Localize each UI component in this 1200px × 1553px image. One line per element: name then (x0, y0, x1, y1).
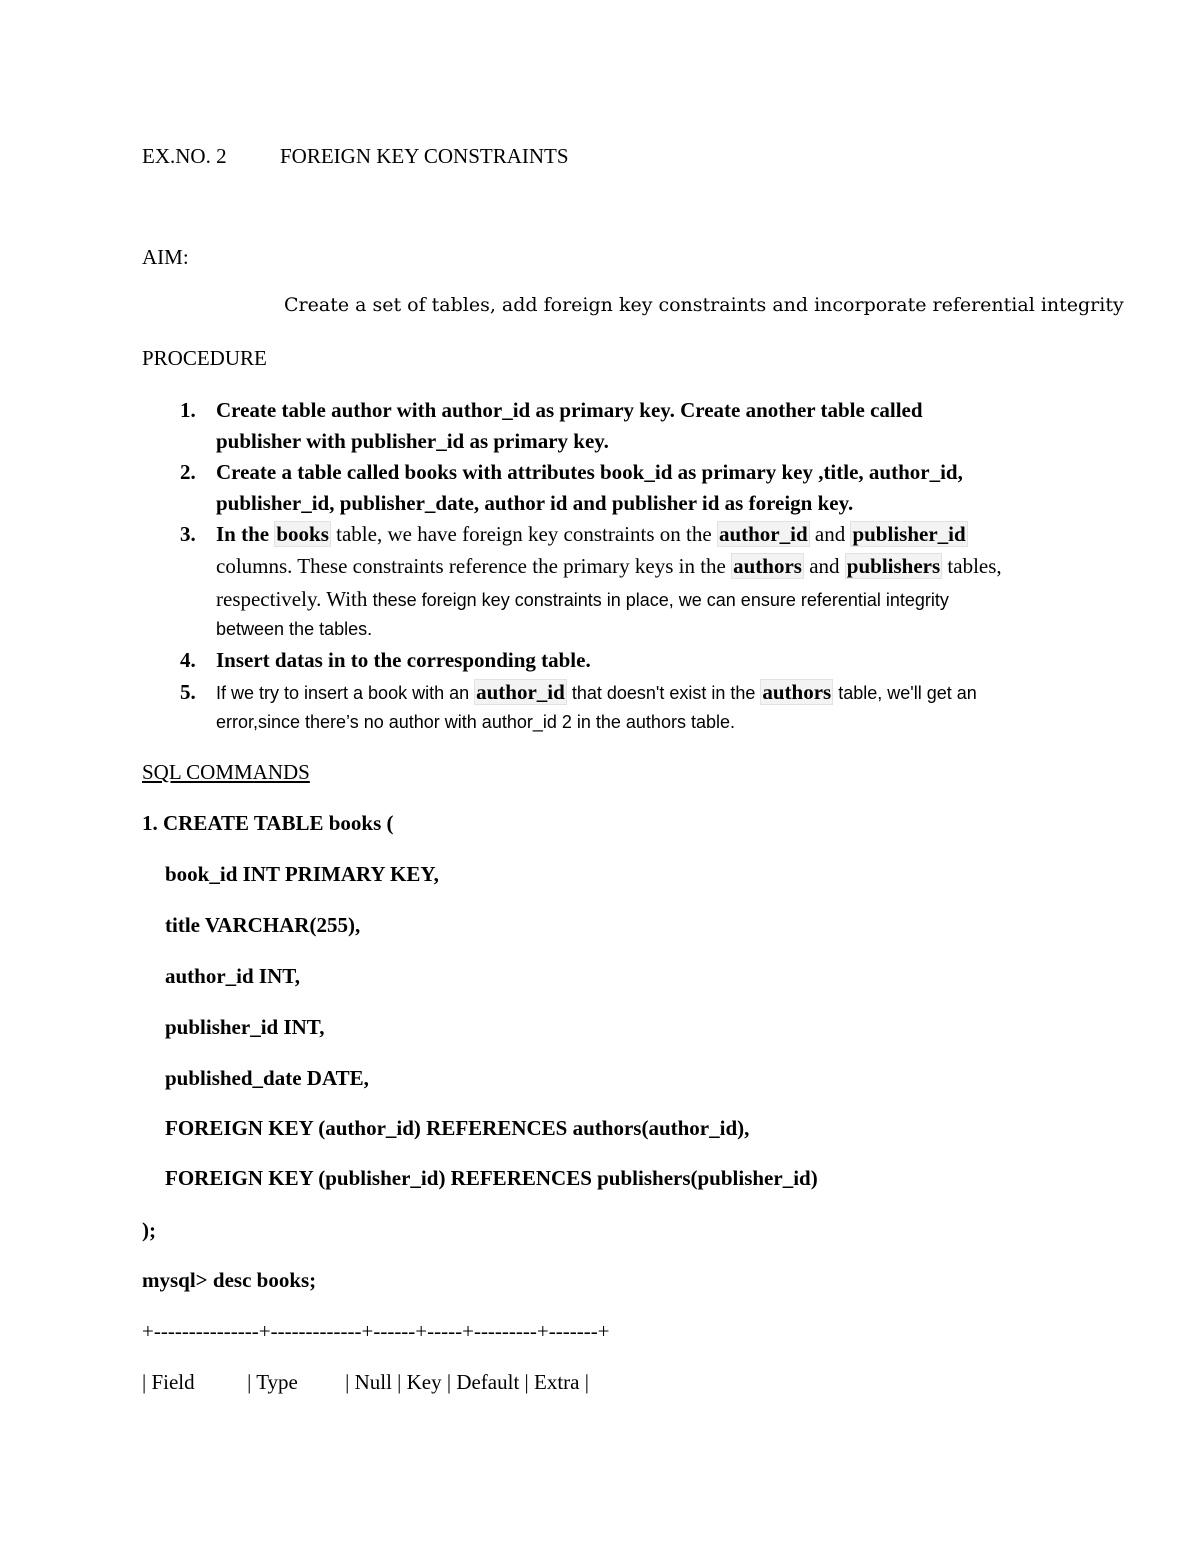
sql-line: published_date DATE, (165, 1066, 369, 1090)
item-3-text: and (803, 554, 845, 578)
sql-line: FOREIGN KEY (author_id) REFERENCES authors(author_id), (165, 1116, 750, 1140)
list-number: 3. (180, 522, 196, 546)
sql-commands-heading: SQL COMMANDS (142, 760, 310, 784)
list-item-1-line-2: publisher with publisher_id as primary key. (216, 429, 609, 453)
procedure-label: PROCEDURE (142, 346, 267, 370)
list-number: 1. (180, 398, 196, 422)
list-number: 5. (180, 680, 196, 704)
sql-line: author_id INT, (165, 964, 300, 988)
list-item-3-line-4: between the tables. (216, 619, 373, 639)
list-item-1-line-1: Create table author with author_id as primary key. Create another table called (216, 398, 923, 422)
sql-line: mysql> desc books; (142, 1268, 317, 1292)
item-3-text: and (809, 522, 851, 546)
aim-label: AIM: (142, 245, 189, 269)
list-number: 4. (180, 648, 196, 672)
list-item-3-line-2 (216, 554, 1002, 579)
sql-line: 1. CREATE TABLE books ( (142, 811, 394, 835)
item-5-text: If we try to insert a book with an (216, 683, 475, 703)
keyword-publisher-id: publisher_id (852, 522, 966, 546)
item-3-text: these foreign key constraints in place, we can ensure referential integrity (372, 590, 949, 610)
exercise-number: EX.NO. 2 (142, 144, 227, 168)
item-3-text: tables, (942, 554, 1002, 578)
list-item-2-line-1: Create a table called books with attributes book_id as primary key ,title, author_id, (216, 460, 963, 484)
item-3-text: columns. These constraints reference the primary keys in the (216, 554, 732, 578)
sql-line: title VARCHAR(255), (165, 913, 361, 937)
item-5-text: that doesn't exist in the (566, 683, 761, 703)
list-item-2-line-2: publisher_id, publisher_date, author id and publisher id as foreign key. (216, 491, 854, 515)
list-number: 2. (180, 460, 196, 484)
sql-line: ); (142, 1218, 156, 1242)
list-item-3-line-1 (216, 522, 968, 547)
keyword-publishers: publishers (846, 554, 941, 578)
table-header-line: | Field | Type | Null | Key | Default | Extra | (142, 1370, 589, 1394)
item-3-text: table, we have foreign key constraints on the (330, 522, 717, 546)
keyword-authors: authors (762, 680, 832, 704)
sql-line: publisher_id INT, (165, 1015, 325, 1039)
exercise-title: FOREIGN KEY CONSTRAINTS (280, 144, 569, 168)
item-3-text: In the (216, 522, 275, 546)
list-item-5-line-1 (216, 680, 977, 705)
item-5-text: table, we'll get an (833, 683, 977, 703)
keyword-author-id: author_id (476, 680, 565, 704)
sql-line: FOREIGN KEY (publisher_id) REFERENCES publishers(publisher_id) (165, 1166, 818, 1190)
keyword-author-id: author_id (718, 522, 808, 546)
list-item-4: Insert datas in to the corresponding table. (216, 648, 591, 672)
aim-text: Create a set of tables, add foreign key constraints and incorporate referential integrity (284, 294, 1124, 316)
keyword-books: books (276, 522, 329, 546)
keyword-authors: authors (733, 554, 802, 578)
list-item-3-line-3 (216, 587, 949, 612)
sql-line: book_id INT PRIMARY KEY, (165, 862, 439, 886)
item-3-text: respectively. With (216, 587, 373, 611)
list-item-5-line-2: error,since there’s no author with author_id 2 in the authors table. (216, 712, 735, 732)
table-border-line: +---------------+-------------+------+-----+---------+-------+ (142, 1319, 610, 1343)
